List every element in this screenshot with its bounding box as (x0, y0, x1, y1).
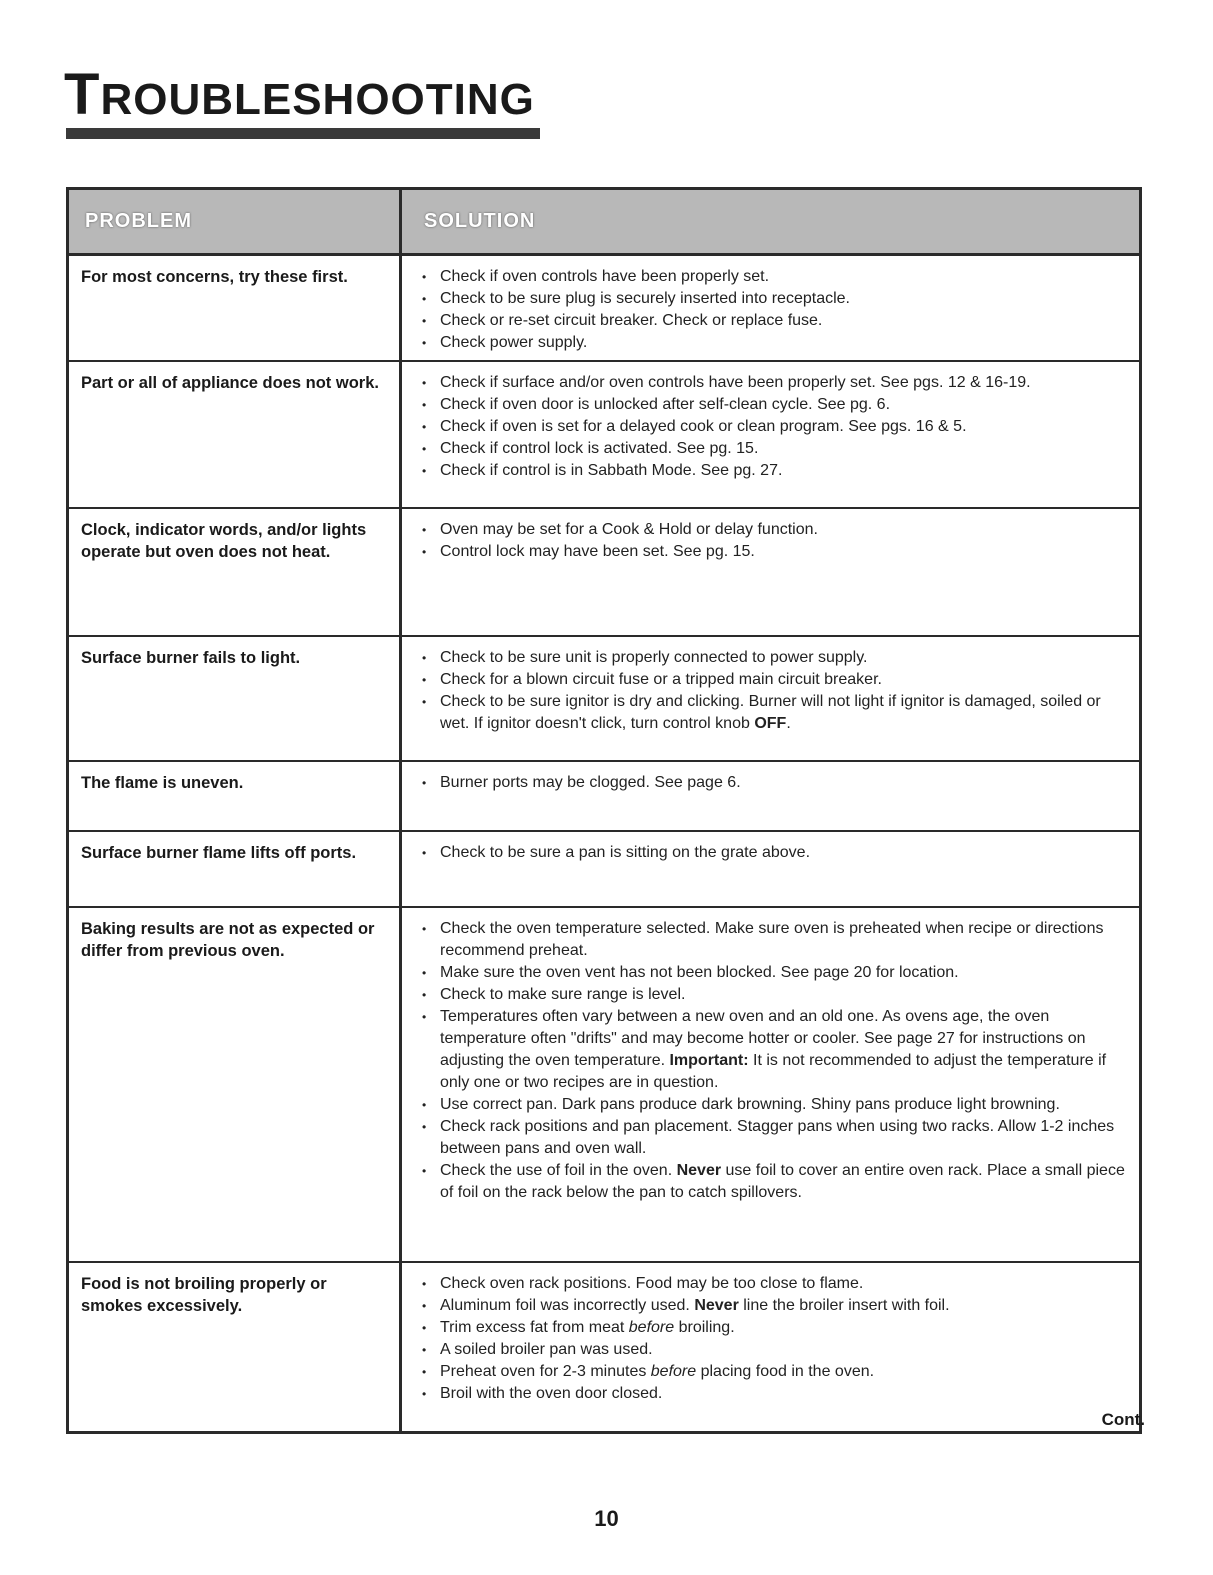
table-row (69, 1263, 1139, 1431)
title-rest: ROUBLESHOOTING (100, 75, 535, 124)
solution-item: • Check rack positions and pan placement. Stagger pans when using two racks. Allow 1-2 inches between pans and oven wall. (416, 1116, 1125, 1160)
solution-item: • A soiled broiler pan was used. (416, 1339, 1125, 1361)
solution-cell (402, 509, 1139, 635)
solution-list (416, 519, 1125, 563)
solution-item: • Check to be sure a pan is sitting on the grate above. (416, 842, 1125, 864)
solution-item: • Preheat oven for 2-3 minutes before placing food in the oven. (416, 1361, 1125, 1383)
solution-item: • Check the oven temperature selected. Make sure oven is preheated when recipe or directions recommend preheat. (416, 918, 1125, 962)
solution-item: • Check power supply. (416, 332, 1125, 354)
page-number: 10 (594, 1506, 619, 1531)
solution-item: • Check to be sure unit is properly connected to power supply. (416, 647, 1125, 669)
solution-list (416, 647, 1125, 735)
problem-cell: Surface burner flame lifts off ports. (69, 832, 402, 906)
solution-cell (402, 362, 1139, 507)
solution-cell (402, 908, 1139, 1261)
solution-cell (402, 1263, 1139, 1431)
problem-cell: Clock, indicator words, and/or lights operate but oven does not heat. (69, 509, 402, 635)
solution-item: • Check if control is in Sabbath Mode. See pg. 27. (416, 460, 1125, 482)
solution-item: • Use correct pan. Dark pans produce dark browning. Shiny pans produce light browning. (416, 1094, 1125, 1116)
solution-item: • Oven may be set for a Cook & Hold or delay function. (416, 519, 1125, 541)
problem-cell: Part or all of appliance does not work. (69, 362, 402, 507)
solution-cell (402, 832, 1139, 906)
table-header (69, 190, 1139, 256)
solution-item: • Check to be sure ignitor is dry and clicking. Burner will not light if ignitor is damaged, soiled or wet. If ignitor doesn't click, turn control knob OFF. (416, 691, 1125, 735)
troubleshooting-table (66, 187, 1142, 1434)
solution-item: • Aluminum foil was incorrectly used. Never line the broiler insert with foil. (416, 1295, 1125, 1317)
solution-list (416, 372, 1125, 482)
table-row (69, 362, 1139, 509)
table-row (69, 509, 1139, 637)
solution-cell (402, 637, 1139, 760)
problem-cell: For most concerns, try these first. (69, 256, 402, 360)
solution-item: • Trim excess fat from meat before broiling. (416, 1317, 1125, 1339)
solution-item: • Check if oven door is unlocked after self-clean cycle. See pg. 6. (416, 394, 1125, 416)
continued-label: Cont. (1101, 1410, 1145, 1429)
solution-item: • Temperatures often vary between a new oven and an old one. As ovens age, the oven temperature often "drifts" and may become hotter or cooler. See page 27 for instructions on adjusting the oven temperature. Important: It is not recommended to adjust the temperature if only one or two recipes are in question. (416, 1006, 1125, 1094)
solution-list (416, 266, 1125, 354)
problem-cell: The flame is uneven. (69, 762, 402, 830)
problem-cell: Surface burner fails to light. (69, 637, 402, 760)
solution-list (416, 918, 1125, 1204)
solution-cell (402, 762, 1139, 830)
solution-item: • Check if control lock is activated. See pg. 15. (416, 438, 1125, 460)
solution-item: • Check to make sure range is level. (416, 984, 1125, 1006)
table-row (69, 908, 1139, 1263)
solution-item: • Broil with the oven door closed. (416, 1383, 1125, 1405)
page-title (64, 62, 535, 127)
problem-cell: Food is not broiling properly or smokes excessively. (69, 1263, 402, 1431)
problem-cell: Baking results are not as expected or differ from previous oven. (69, 908, 402, 1261)
title-first-letter: T (64, 62, 101, 127)
solution-item: • Check or re-set circuit breaker. Check or replace fuse. (416, 310, 1125, 332)
title-underline (66, 128, 540, 139)
table-row (69, 637, 1139, 762)
header-problem: PROBLEM (69, 190, 402, 253)
solution-list (416, 1273, 1125, 1405)
table-row (69, 762, 1139, 832)
solution-item: • Make sure the oven vent has not been blocked. See page 20 for location. (416, 962, 1125, 984)
solution-item: • Check if oven is set for a delayed cook or clean program. See pgs. 16 & 5. (416, 416, 1125, 438)
solution-item: • Burner ports may be clogged. See page 6. (416, 772, 1125, 794)
solution-item: • Check for a blown circuit fuse or a tripped main circuit breaker. (416, 669, 1125, 691)
table-row (69, 256, 1139, 362)
solution-item: • Check to be sure plug is securely inserted into receptacle. (416, 288, 1125, 310)
table-row (69, 832, 1139, 908)
solution-item: • Check the use of foil in the oven. Never use foil to cover an entire oven rack. Place a small piece of foil on the rack below the pan to catch spillovers. (416, 1160, 1125, 1204)
solution-list (416, 772, 1125, 794)
table-body (69, 256, 1139, 1431)
solution-item: • Check if surface and/or oven controls have been properly set. See pgs. 12 & 16-19. (416, 372, 1125, 394)
solution-item: • Check if oven controls have been properly set. (416, 266, 1125, 288)
solution-cell (402, 256, 1139, 360)
solution-item: • Control lock may have been set. See pg. 15. (416, 541, 1125, 563)
header-solution: SOLUTION (424, 210, 536, 232)
solution-item: • Check oven rack positions. Food may be too close to flame. (416, 1273, 1125, 1295)
solution-list (416, 842, 1125, 864)
